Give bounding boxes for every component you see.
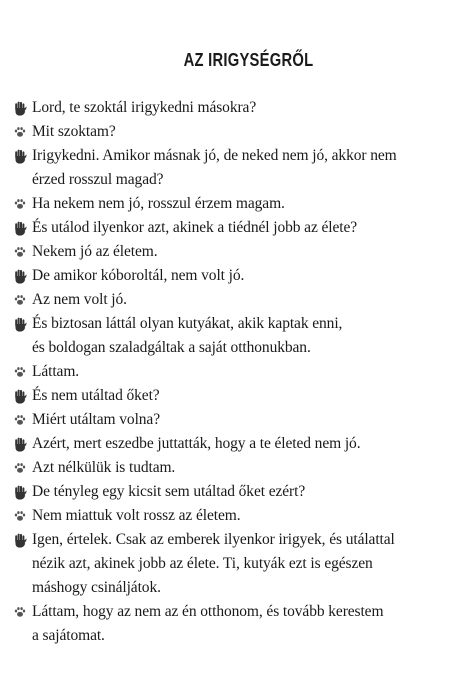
paw-print-icon: [14, 360, 32, 384]
dialogue-line-dog: [14, 456, 459, 480]
dialogue-line-human: [14, 432, 459, 456]
dialogue-text: Lord, te szoktál irigykedni másokra?: [32, 99, 257, 116]
dialogue-text: Igen, értelek. Csak az emberek ilyenkor irigyek, és utálattal nézik azt, akinek jobb az élete. Ti, kutyák ezt is egészen máshogy csináljátok.: [32, 531, 395, 596]
hand-icon: [14, 480, 32, 504]
dialogue-line-human: [14, 216, 459, 240]
dialogue-line-dog: [14, 408, 459, 432]
dialogue-line-dog: [14, 192, 459, 216]
dialogue-text: Nem miattuk volt rossz az életem.: [32, 507, 241, 524]
dialogue-line-human: [14, 144, 459, 192]
hand-icon: [14, 96, 32, 120]
dialogue-text: De tényleg egy kicsit sem utáltad őket ezért?: [32, 483, 306, 500]
dialogue-line-human: [14, 480, 459, 504]
dialogue-text: De amikor kóboroltál, nem volt jó.: [32, 267, 245, 284]
dialogue-line-dog: [14, 120, 459, 144]
dialogue-line-human: [14, 264, 459, 288]
dialogue-line-dog: [14, 240, 459, 264]
dialogue: [14, 96, 459, 648]
paw-print-icon: [14, 240, 32, 264]
paw-print-icon: [14, 456, 32, 480]
dialogue-text: Mit szoktam?: [32, 123, 116, 140]
hand-icon: [14, 216, 32, 240]
dialogue-line-dog: [14, 360, 459, 384]
paw-print-icon: [14, 192, 32, 216]
dialogue-line-human: [14, 528, 459, 600]
hand-icon: [14, 264, 32, 288]
hand-icon: [14, 384, 32, 408]
hand-icon: [14, 312, 32, 336]
dialogue-text: Azt nélkülük is tudtam.: [32, 459, 176, 476]
dialogue-line-human: [14, 312, 459, 360]
paw-print-icon: [14, 288, 32, 312]
dialogue-text: Irigykedni. Amikor másnak jó, de neked nem jó, akkor nem érzed rosszul magad?: [32, 147, 397, 188]
paw-print-icon: [14, 504, 32, 528]
dialogue-line-dog: [14, 600, 459, 648]
dialogue-text: És utálod ilyenkor azt, akinek a tiédnél jobb az élete?: [32, 219, 358, 236]
dialogue-text: Azért, mert eszedbe juttatták, hogy a te életed nem jó.: [32, 435, 361, 452]
dialogue-line-dog: [14, 504, 459, 528]
dialogue-text: Láttam.: [32, 363, 80, 380]
paw-print-icon: [14, 408, 32, 432]
hand-icon: [14, 432, 32, 456]
dialogue-text: Az nem volt jó.: [32, 291, 127, 308]
dialogue-text: Láttam, hogy az nem az én otthonom, és tovább kerestem a sajátomat.: [32, 603, 384, 644]
hand-icon: [14, 528, 32, 552]
page-title: AZ IRIGYSÉGRŐL: [183, 50, 314, 70]
dialogue-line-human: [14, 96, 459, 120]
dialogue-text: Nekem jó az életem.: [32, 243, 158, 260]
dialogue-line-human: [14, 384, 459, 408]
dialogue-text: Miért utáltam volna?: [32, 411, 160, 428]
dialogue-line-dog: [14, 288, 459, 312]
dialogue-text: Ha nekem nem jó, rosszul érzem magam.: [32, 195, 285, 212]
hand-icon: [14, 144, 32, 168]
dialogue-text: És biztosan láttál olyan kutyákat, akik kaptak enni, és boldogan szaladgáltak a saját otthonukban.: [32, 315, 343, 356]
paw-print-icon: [14, 120, 32, 144]
dialogue-text: És nem utáltad őket?: [32, 387, 160, 404]
paw-print-icon: [14, 600, 32, 624]
